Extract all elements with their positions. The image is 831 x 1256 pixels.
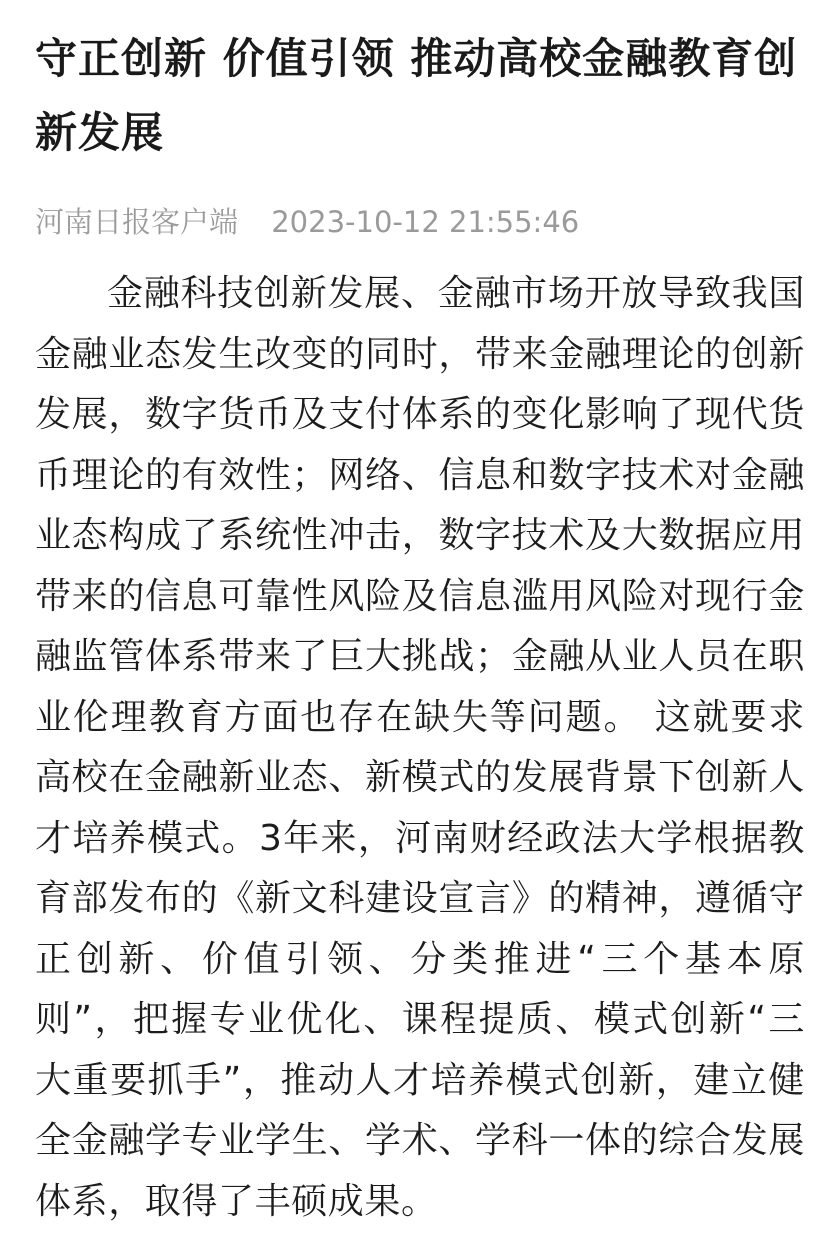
article-datetime: 2023-10-12 21:55:46 [271,205,580,239]
article-paragraph: 金融科技创新发展、金融市场开放导致我国金融业态发生改变的同时，带来金融理论的创新发展，数字货币及支付体系的变化影响了现代货币理论的有效性；网络、信息和数字技术对金融业态构成了系统性冲击，数字技术及大数据应用带来的信息可靠性风险及信息滥用风险对现行金融监管体系带来了巨大挑战；金融从业人员在职业伦理教育方面也存在缺失等问题。 这就要求高校在金融新业态、新模式的发展背景下创新人才培养模式。3年来，河南财经政法大学根据教育部发布的《新文科建设宣言》的精神，遵循守正创新、价值引领、分类推进“三个基本原则”，把握专业优化、课程提质、模式创新“三大重要抓手”，推动人才培养模式创新，建立健全金融学专业学生、学术、学科一体的综合发展体系，取得了丰硕成果。 [35,273,805,1222]
article-title: 守正创新 价值引领 推动高校金融教育创新发展 [35,34,798,157]
article-source: 河南日报客户端 [35,205,239,239]
article [35,0,805,1232]
article-meta [35,202,805,242]
